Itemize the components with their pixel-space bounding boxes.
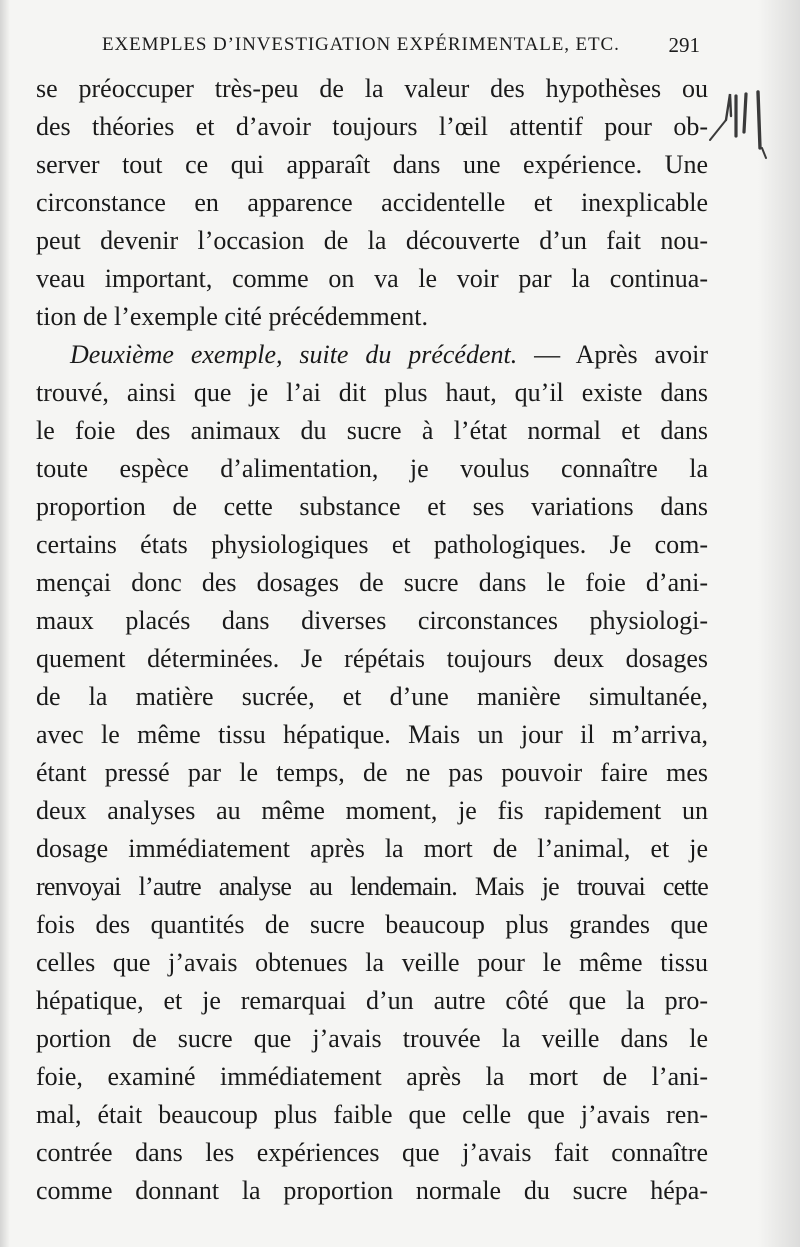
second-example-first-line-rest: — Après avoir [517,340,708,369]
text-line-24: celles que j’avais obtenues la veille pour le même tissu [36,948,708,977]
text-line-3: server tout ce qui apparaît dans une expérience. Une [36,150,708,179]
text-line-13: certains états physiologiques et pathologiques. Je com- [36,530,708,559]
text-line-19: étant pressé par le temps, de ne pas pouvoir faire mes [36,758,708,787]
text-line-1: se préoccuper très-peu de la valeur des hypothèses ou [36,74,708,103]
text-line-5: peut devenir l’occasion de la découverte d’un fait nou- [36,226,708,255]
handwritten-margin-mark [700,72,790,172]
text-line-11: toute espèce d’alimentation, je voulus connaître la [36,454,708,483]
text-line-23: fois des quantités de sucre beaucoup plus grandes que [36,910,708,939]
text-line-12: proportion de cette substance et ses variations dans [36,492,708,521]
second-example-first-line [36,336,708,374]
text-line-10: le foie des animaux du sucre à l’état normal et dans [36,416,708,445]
text-line-14: mençai donc des dosages de sucre dans le foie d’ani- [36,568,708,597]
text-line-21: dosage immédiatement après la mort de l’animal, et je [36,834,708,863]
text-line-17: de la matière sucrée, et d’une manière simultanée, [36,682,708,711]
text-line-25: hépatique, et je remarquai d’un autre côté que la pro- [36,986,708,1015]
body-text [36,70,708,1210]
running-title: EXEMPLES D’INVESTIGATION EXPÉRIMENTALE, ETC. [102,34,620,55]
text-line-27: foie, examiné immédiatement après la mort de l’ani- [36,1062,708,1091]
page-right-edge-shadow [758,0,800,1247]
text-line-9: trouvé, ainsi que je l’ai dit plus haut, qu’il existe dans [36,378,708,407]
running-header [102,34,702,64]
text-line-4: circonstance en apparence accidentelle et inexplicable [36,188,708,217]
text-line-18: avec le même tissu hépatique. Mais un jour il m’arriva, [36,720,708,749]
text-line-7: tion de l’exemple cité précédemment. [36,302,428,331]
page-left-edge-shadow [0,0,10,1247]
text-line-6: veau important, comme on va le voir par la continua- [36,264,708,293]
text-line-22: renvoyai l’autre analyse au lendemain. Mais je trouvai cette [36,872,708,901]
text-line-29: contrée dans les expériences que j’avais fait connaître [36,1138,708,1167]
text-line-30: comme donnant la proportion normale du sucre hépa- [36,1176,708,1205]
text-line-2: des théories et d’avoir toujours l’œil attentif pour ob- [36,112,708,141]
text-line-28: mal, était beaucoup plus faible que celle que j’avais ren- [36,1100,708,1129]
text-line-16: quement déterminées. Je répétais toujours deux dosages [36,644,708,673]
page-number: 291 [668,33,700,57]
second-example-heading: Deuxième exemple, suite du précédent. [70,340,518,369]
text-line-20: deux analyses au même moment, je fis rapidement un [36,796,708,825]
text-line-26: portion de sucre que j’avais trouvée la veille dans le [36,1024,708,1053]
text-line-15: maux placés dans diverses circonstances physiologi- [36,606,708,635]
